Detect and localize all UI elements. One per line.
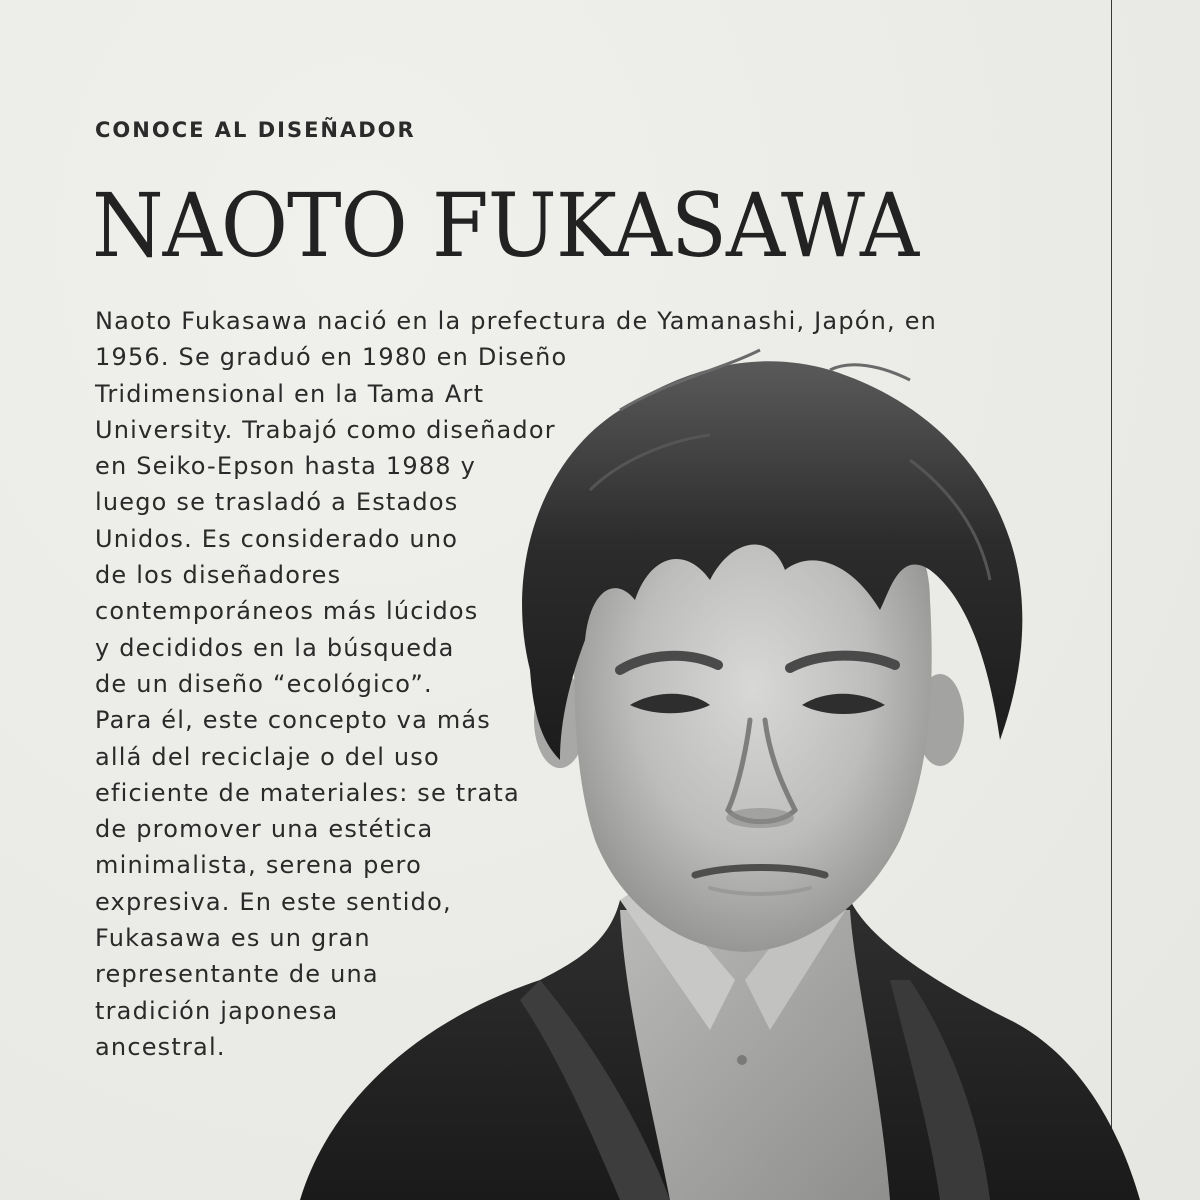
bio-line: allá del reciclaje o del uso xyxy=(95,742,440,771)
bio-line: Fukasawa es un gran xyxy=(95,924,371,953)
bio-line: en Seiko-Epson hasta 1988 y xyxy=(95,452,477,481)
bio-line: Unidos. Es considerado uno xyxy=(95,524,459,553)
bio-line: Tridimensional en la Tama Art xyxy=(95,379,485,408)
bio-line: y decididos en la búsqueda xyxy=(95,633,455,662)
bio-line: University. Trabajó como diseñador xyxy=(95,415,556,444)
bio-line: eficiente de materiales: se trata xyxy=(95,778,520,807)
bio-line: 1956. Se graduó en 1980 en Diseño xyxy=(95,343,568,372)
designer-name-title: NAOTO FUKASAWA xyxy=(92,174,919,277)
bio-line: de promover una estética xyxy=(95,815,434,844)
bio-line: ancestral. xyxy=(95,1032,226,1061)
bio-line: tradición japonesa xyxy=(95,996,339,1025)
bio-line: contemporáneos más lúcidos xyxy=(95,597,479,626)
bio-line: de los diseñadores xyxy=(95,561,342,590)
bio-paragraph xyxy=(95,303,1055,1065)
bio-line: expresiva. En este sentido, xyxy=(95,887,452,916)
bio-line: luego se trasladó a Estados xyxy=(95,488,459,517)
bio-line: Para él, este concepto va más xyxy=(95,706,492,735)
section-eyebrow: CONOCE AL DISEÑADOR xyxy=(95,118,416,142)
bio-line: de un diseño “ecológico”. xyxy=(95,669,433,698)
bio-line: minimalista, serena pero xyxy=(95,851,422,880)
bio-line: Naoto Fukasawa nació en la prefectura de Yamanashi, Japón, en xyxy=(95,307,938,335)
bio-line: representante de una xyxy=(95,960,379,989)
